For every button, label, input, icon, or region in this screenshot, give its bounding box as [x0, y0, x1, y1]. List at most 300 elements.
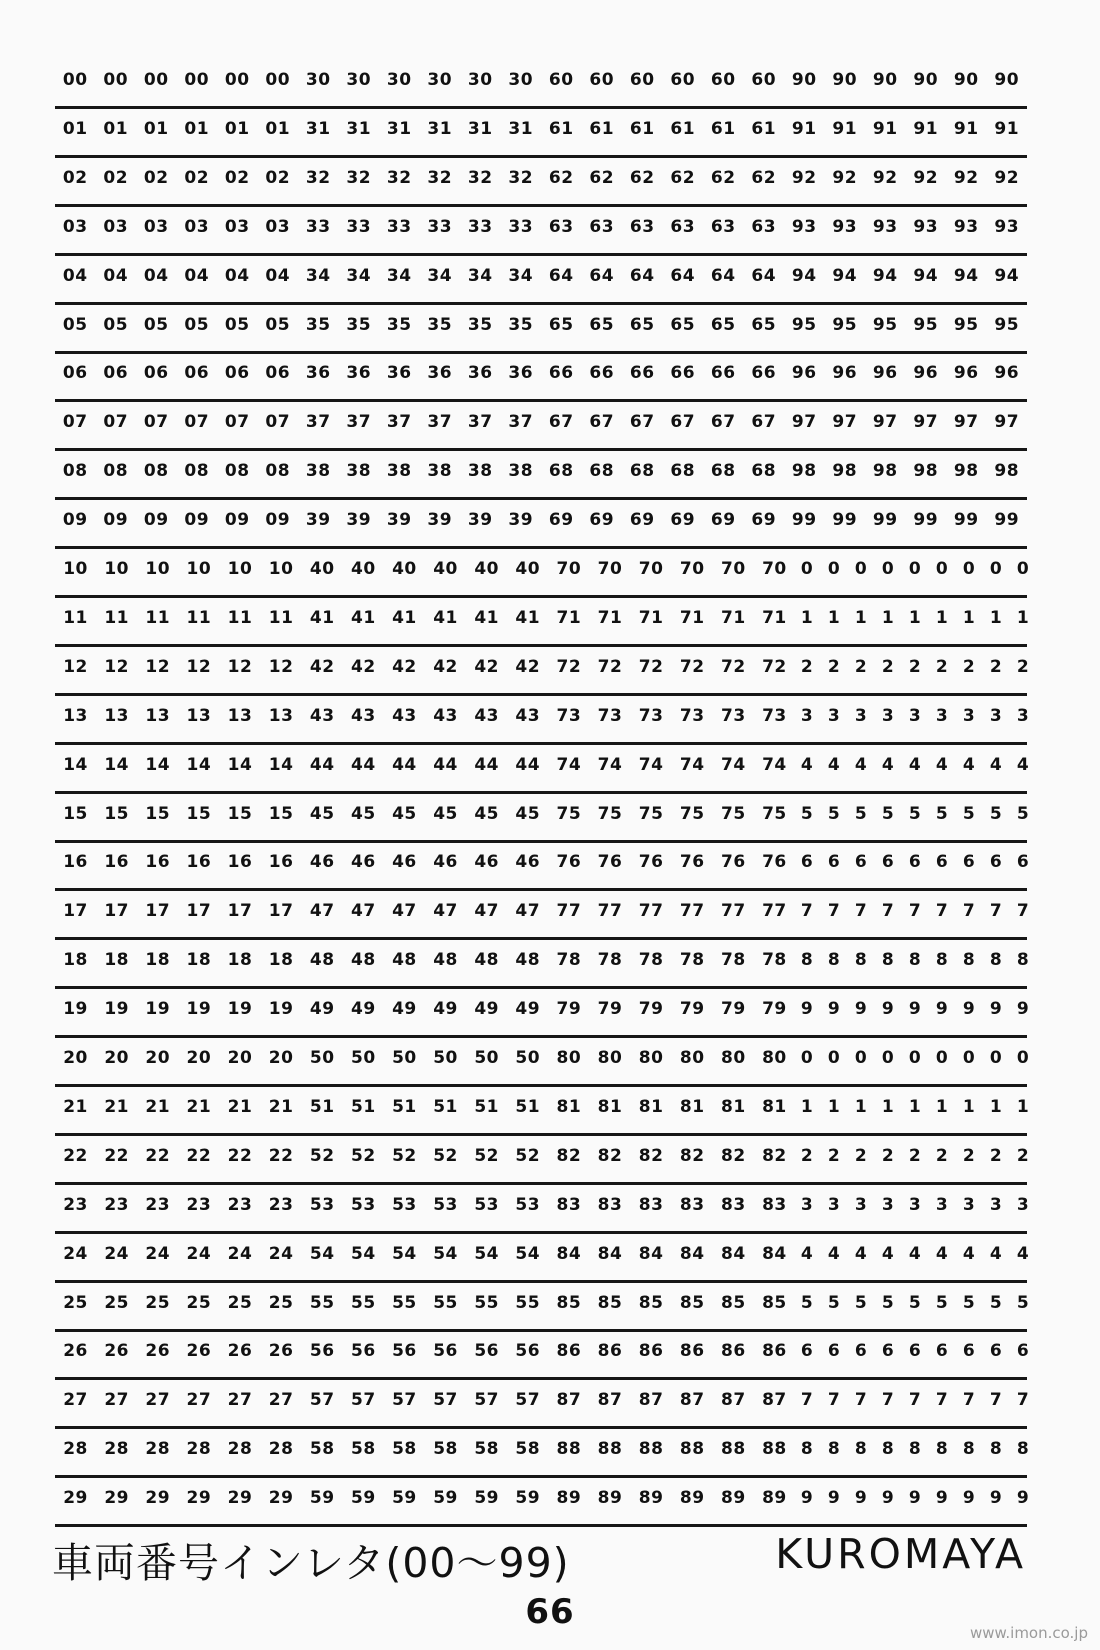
- decal-number: 3: [962, 705, 976, 726]
- decal-number: 22: [186, 1145, 212, 1166]
- decal-number: 86: [556, 1341, 582, 1362]
- decal-number: 62: [548, 167, 574, 188]
- decal-number: 64: [589, 265, 615, 286]
- decal-number: 35: [386, 314, 412, 335]
- decal-number: 41: [309, 607, 335, 628]
- decal-number: 61: [589, 118, 615, 139]
- decal-number: 67: [629, 412, 655, 433]
- decal-number: 26: [145, 1341, 171, 1362]
- decal-number: 63: [670, 216, 696, 237]
- decal-number: 76: [556, 852, 582, 873]
- decal-number: 39: [305, 510, 331, 531]
- decal-number: 71: [597, 607, 623, 628]
- decal-number: 04: [184, 265, 210, 286]
- number-row: [55, 940, 1030, 989]
- decal-number: 43: [433, 705, 458, 726]
- decal-number: 26: [63, 1341, 88, 1362]
- decal-number: 9: [989, 999, 1003, 1020]
- decal-number: 88: [556, 1439, 582, 1460]
- decal-number: 2: [881, 656, 895, 677]
- decal-number: 52: [350, 1145, 376, 1166]
- decal-number: 43: [309, 705, 335, 726]
- decal-number: 68: [548, 461, 574, 482]
- decal-number: 15: [186, 803, 212, 824]
- decal-number: 00: [184, 70, 210, 90]
- decal-number: 67: [751, 412, 777, 433]
- decal-number: 43: [350, 705, 376, 726]
- decal-number: 09: [62, 510, 88, 531]
- decal-number: 88: [638, 1439, 664, 1460]
- decal-number: 49: [309, 999, 335, 1020]
- decal-number: 2: [989, 1145, 1003, 1166]
- decal-number: 77: [679, 901, 705, 922]
- decal-number: 96: [994, 363, 1020, 384]
- decal-number: 2: [827, 1145, 841, 1166]
- decal-number: 13: [227, 705, 253, 726]
- decal-number: 76: [638, 852, 664, 873]
- decal-number: 60: [589, 70, 615, 90]
- decal-number: 9: [989, 1488, 1003, 1509]
- decal-number: 56: [350, 1341, 376, 1362]
- decal-number: 5: [827, 803, 841, 824]
- number-row: [55, 402, 1027, 451]
- decal-number: 7: [962, 1390, 976, 1411]
- number-row: [55, 745, 1030, 794]
- decal-number: 35: [305, 314, 331, 335]
- decal-number: 2: [935, 1145, 949, 1166]
- decal-number: 3: [800, 1194, 814, 1215]
- decal-number: 8: [989, 1439, 1003, 1460]
- decal-number: 24: [268, 1243, 294, 1264]
- decal-number: 29: [145, 1488, 171, 1509]
- decal-number: 0: [800, 559, 814, 579]
- decal-number: 80: [638, 1048, 664, 1068]
- decal-number: 04: [103, 265, 129, 286]
- decal-number: 6: [827, 1341, 841, 1362]
- number-row: [55, 256, 1027, 305]
- decal-number: 96: [913, 363, 939, 384]
- decal-number: 7: [854, 901, 868, 922]
- decal-number: 7: [935, 901, 949, 922]
- decal-number: 1: [800, 607, 814, 628]
- decal-number: 82: [597, 1145, 623, 1166]
- decal-number: 10: [145, 559, 171, 579]
- decal-number: 0: [881, 1048, 895, 1068]
- decal-number: 6: [827, 852, 841, 873]
- decal-number: 13: [186, 705, 212, 726]
- decal-number: 3: [908, 705, 922, 726]
- decal-number: 09: [143, 510, 169, 531]
- decal-number: 55: [309, 1292, 335, 1313]
- decal-number: 7: [827, 1390, 841, 1411]
- decal-number: 03: [103, 216, 129, 237]
- decal-number: 74: [762, 754, 787, 775]
- decal-number: 22: [104, 1145, 129, 1166]
- decal-number: 21: [145, 1096, 171, 1117]
- decal-number: 89: [720, 1488, 746, 1509]
- decal-number: 84: [679, 1243, 705, 1264]
- decal-number: 41: [392, 607, 417, 628]
- decal-number: 97: [872, 412, 898, 433]
- decal-number: 56: [515, 1341, 541, 1362]
- decal-number: 75: [762, 803, 787, 824]
- number-row: [55, 1234, 1030, 1283]
- decal-number: 30: [305, 70, 331, 90]
- decal-number: 13: [104, 705, 129, 726]
- decal-number: 06: [62, 363, 88, 384]
- decal-number: 18: [145, 950, 171, 971]
- decal-number: 2: [881, 1145, 895, 1166]
- decal-number: 48: [309, 950, 335, 971]
- decal-number: 92: [994, 167, 1020, 188]
- decal-number: 1: [827, 607, 841, 628]
- decal-number: 46: [433, 852, 458, 873]
- decal-number: 3: [989, 1194, 1003, 1215]
- decal-number: 40: [309, 559, 335, 579]
- decal-number: 10: [268, 559, 294, 579]
- decal-number: 31: [508, 118, 534, 139]
- decal-number: 2: [1016, 656, 1030, 677]
- decal-number: 82: [720, 1145, 746, 1166]
- decal-number: 84: [556, 1243, 582, 1264]
- decal-number: 65: [589, 314, 615, 335]
- decal-number: 64: [670, 265, 696, 286]
- decal-number: 8: [935, 1439, 949, 1460]
- decal-number: 19: [104, 999, 129, 1020]
- decal-number: 9: [827, 999, 841, 1020]
- decal-number: 34: [346, 265, 372, 286]
- decal-number: 2: [854, 1145, 868, 1166]
- decal-number: 59: [350, 1488, 376, 1509]
- decal-number: 9: [908, 999, 922, 1020]
- decal-number: 7: [908, 901, 922, 922]
- decal-number: 28: [63, 1439, 88, 1460]
- decal-number: 35: [427, 314, 453, 335]
- decal-number: 22: [227, 1145, 253, 1166]
- decal-number: 16: [268, 852, 294, 873]
- decal-number: 15: [145, 803, 171, 824]
- decal-number: 47: [474, 901, 499, 922]
- decal-number: 4: [854, 754, 868, 775]
- decal-number: 52: [474, 1145, 499, 1166]
- decal-number: 0: [935, 1048, 949, 1068]
- decal-number: 6: [854, 1341, 868, 1362]
- decal-number: 25: [227, 1292, 253, 1313]
- decal-number: 31: [305, 118, 331, 139]
- decal-number: 95: [913, 314, 939, 335]
- decal-number: 2: [827, 656, 841, 677]
- decal-number: 6: [908, 852, 922, 873]
- decal-number: 84: [638, 1243, 664, 1264]
- decal-number: 0: [908, 559, 922, 579]
- decal-number: 5: [854, 803, 868, 824]
- decal-number: 5: [800, 803, 814, 824]
- decal-number: 14: [104, 754, 129, 775]
- decal-number: 75: [720, 803, 746, 824]
- decal-number: 97: [953, 412, 979, 433]
- decal-number: 7: [1016, 901, 1030, 922]
- decal-number: 24: [227, 1243, 253, 1264]
- decal-number: 8: [881, 950, 895, 971]
- decal-number: 43: [474, 705, 499, 726]
- decal-number: 1: [881, 607, 895, 628]
- decal-number: 37: [467, 412, 493, 433]
- decal-number: 71: [679, 607, 705, 628]
- decal-number: 3: [854, 1194, 868, 1215]
- decal-number: 70: [638, 559, 664, 579]
- decal-number: 89: [597, 1488, 623, 1509]
- decal-number: 83: [597, 1194, 623, 1215]
- decal-number: 21: [63, 1096, 88, 1117]
- number-row: [55, 842, 1030, 891]
- decal-number: 15: [104, 803, 129, 824]
- decal-number: 1: [908, 607, 922, 628]
- decal-number: 58: [474, 1439, 499, 1460]
- decal-number: 3: [881, 1194, 895, 1215]
- decal-number: 15: [227, 803, 253, 824]
- decal-number: 00: [143, 70, 169, 90]
- decal-number: 1: [935, 1096, 949, 1117]
- decal-number: 63: [629, 216, 655, 237]
- decal-number: 5: [962, 1292, 976, 1313]
- decal-number: 54: [433, 1243, 458, 1264]
- decal-number: 41: [350, 607, 376, 628]
- decal-number: 32: [386, 167, 412, 188]
- decal-number: 79: [597, 999, 623, 1020]
- decal-number: 94: [872, 265, 898, 286]
- number-row: [55, 989, 1030, 1038]
- decal-number: 0: [881, 559, 895, 579]
- decal-number: 77: [556, 901, 582, 922]
- decal-number: 34: [467, 265, 493, 286]
- decal-number: 8: [962, 1439, 976, 1460]
- decal-number: 6: [854, 852, 868, 873]
- decal-number: 66: [548, 363, 574, 384]
- decal-number: 6: [989, 852, 1003, 873]
- decal-number: 55: [515, 1292, 541, 1313]
- decal-number: 14: [227, 754, 253, 775]
- decal-number: 02: [143, 167, 169, 188]
- number-row: [55, 696, 1030, 745]
- decal-number: 48: [350, 950, 376, 971]
- decal-number: 6: [989, 1341, 1003, 1362]
- number-row: [55, 1038, 1030, 1087]
- decal-number: 97: [994, 412, 1020, 433]
- decal-number: 40: [350, 559, 376, 579]
- decal-number: 92: [953, 167, 979, 188]
- decal-number: 0: [800, 1048, 814, 1068]
- decal-number: 3: [962, 1194, 976, 1215]
- decal-number: 3: [881, 705, 895, 726]
- decal-number: 76: [720, 852, 746, 873]
- decal-number: 77: [638, 901, 664, 922]
- decal-number: 92: [791, 167, 817, 188]
- decal-number: 89: [762, 1488, 787, 1509]
- decal-number: 19: [145, 999, 171, 1020]
- decal-number: 02: [265, 167, 291, 188]
- decal-number: 09: [184, 510, 210, 531]
- decal-number: 39: [467, 510, 493, 531]
- decal-number: 50: [474, 1048, 499, 1068]
- decal-number: 11: [104, 607, 129, 628]
- decal-number: 16: [227, 852, 253, 873]
- decal-number: 36: [508, 363, 534, 384]
- decal-number: 57: [515, 1390, 541, 1411]
- decal-number: 21: [186, 1096, 212, 1117]
- decal-number: 48: [392, 950, 417, 971]
- decal-number: 85: [679, 1292, 705, 1313]
- decal-number: 73: [638, 705, 664, 726]
- decal-number: 71: [638, 607, 664, 628]
- decal-number: 74: [679, 754, 705, 775]
- decal-number: 01: [184, 118, 210, 139]
- decal-number: 33: [305, 216, 331, 237]
- decal-number: 08: [143, 461, 169, 482]
- decal-number: 63: [751, 216, 777, 237]
- decal-number: 8: [881, 1439, 895, 1460]
- decal-number: 91: [872, 118, 898, 139]
- decal-number: 35: [508, 314, 534, 335]
- decal-number: 08: [224, 461, 250, 482]
- decal-number: 47: [433, 901, 458, 922]
- decal-number: 68: [710, 461, 736, 482]
- decal-number: 31: [427, 118, 453, 139]
- decal-number: 26: [268, 1341, 294, 1362]
- decal-number: 79: [762, 999, 787, 1020]
- decal-number: 5: [989, 803, 1003, 824]
- decal-number: 07: [143, 412, 169, 433]
- decal-number: 60: [548, 70, 574, 90]
- decal-number: 80: [762, 1048, 787, 1068]
- decal-number: 70: [556, 559, 582, 579]
- decal-number: 72: [679, 656, 705, 677]
- decal-number: 4: [908, 754, 922, 775]
- decal-number: 89: [556, 1488, 582, 1509]
- decal-number: 1: [854, 1096, 868, 1117]
- decal-number: 26: [227, 1341, 253, 1362]
- decal-number: 90: [994, 70, 1020, 90]
- decal-number: 6: [962, 852, 976, 873]
- decal-number: 53: [309, 1194, 335, 1215]
- number-row: [55, 1185, 1030, 1234]
- decal-number: 71: [762, 607, 787, 628]
- decal-number: 52: [392, 1145, 417, 1166]
- decal-number: 46: [474, 852, 499, 873]
- decal-number: 86: [638, 1341, 664, 1362]
- decal-number: 1: [989, 607, 1003, 628]
- decal-number: 1: [854, 607, 868, 628]
- decal-number: 20: [227, 1048, 253, 1068]
- decal-number: 4: [1016, 1243, 1030, 1264]
- decal-number: 07: [184, 412, 210, 433]
- decal-number: 30: [346, 70, 372, 90]
- decal-number: 82: [762, 1145, 787, 1166]
- decal-number: 27: [63, 1390, 88, 1411]
- decal-number: 92: [913, 167, 939, 188]
- decal-number: 20: [104, 1048, 129, 1068]
- decal-number: 57: [392, 1390, 417, 1411]
- decal-number: 50: [350, 1048, 376, 1068]
- decal-number: 7: [962, 901, 976, 922]
- decal-number: 54: [350, 1243, 376, 1264]
- decal-number: 12: [268, 656, 294, 677]
- decal-number: 12: [104, 656, 129, 677]
- decal-number: 89: [679, 1488, 705, 1509]
- decal-number: 12: [227, 656, 253, 677]
- decal-number: 70: [720, 559, 746, 579]
- decal-number: 00: [62, 70, 88, 90]
- decal-number: 99: [994, 510, 1020, 531]
- decal-number: 59: [392, 1488, 417, 1509]
- decal-number: 80: [679, 1048, 705, 1068]
- decal-number: 56: [309, 1341, 335, 1362]
- decal-number: 40: [515, 559, 541, 579]
- decal-number: 49: [433, 999, 458, 1020]
- decal-number: 6: [962, 1341, 976, 1362]
- decal-number: 2: [800, 656, 814, 677]
- decal-number: 5: [881, 803, 895, 824]
- decal-number: 2: [908, 656, 922, 677]
- decal-number: 0: [854, 559, 868, 579]
- decal-number: 5: [962, 803, 976, 824]
- decal-number: 72: [720, 656, 746, 677]
- decal-number: 5: [800, 1292, 814, 1313]
- decal-number: 71: [556, 607, 582, 628]
- decal-number: 66: [589, 363, 615, 384]
- decal-number: 62: [751, 167, 777, 188]
- decal-number: 00: [103, 70, 129, 90]
- decal-number: 13: [63, 705, 88, 726]
- decal-number: 23: [186, 1194, 212, 1215]
- decal-number: 98: [832, 461, 858, 482]
- decal-number: 54: [515, 1243, 541, 1264]
- decal-number: 5: [1016, 803, 1030, 824]
- decal-number: 50: [309, 1048, 335, 1068]
- decal-number: 18: [227, 950, 253, 971]
- decal-number: 22: [145, 1145, 171, 1166]
- decal-number: 1: [1016, 1096, 1030, 1117]
- decal-number: 98: [953, 461, 979, 482]
- decal-number: 01: [265, 118, 291, 139]
- decal-number: 31: [467, 118, 493, 139]
- decal-number: 38: [467, 461, 493, 482]
- number-row: [55, 1380, 1030, 1429]
- number-row: [55, 794, 1030, 843]
- decal-number: 68: [751, 461, 777, 482]
- decal-number: 82: [679, 1145, 705, 1166]
- decal-number: 93: [791, 216, 817, 237]
- decal-number: 5: [935, 803, 949, 824]
- decal-number: 50: [392, 1048, 417, 1068]
- decal-number: 19: [268, 999, 294, 1020]
- decal-number: 6: [800, 852, 814, 873]
- decal-number: 52: [433, 1145, 458, 1166]
- decal-number: 1: [908, 1096, 922, 1117]
- decal-number: 7: [1016, 1390, 1030, 1411]
- decal-number: 71: [720, 607, 746, 628]
- decal-number: 67: [710, 412, 736, 433]
- decal-number: 87: [597, 1390, 623, 1411]
- decal-number: 99: [872, 510, 898, 531]
- decal-number: 03: [62, 216, 88, 237]
- number-row: [55, 598, 1030, 647]
- decal-number: 1: [962, 1096, 976, 1117]
- decal-number: 78: [556, 950, 582, 971]
- decal-number: 43: [392, 705, 417, 726]
- decal-number: 53: [433, 1194, 458, 1215]
- decal-number: 41: [433, 607, 458, 628]
- decal-number: 09: [103, 510, 129, 531]
